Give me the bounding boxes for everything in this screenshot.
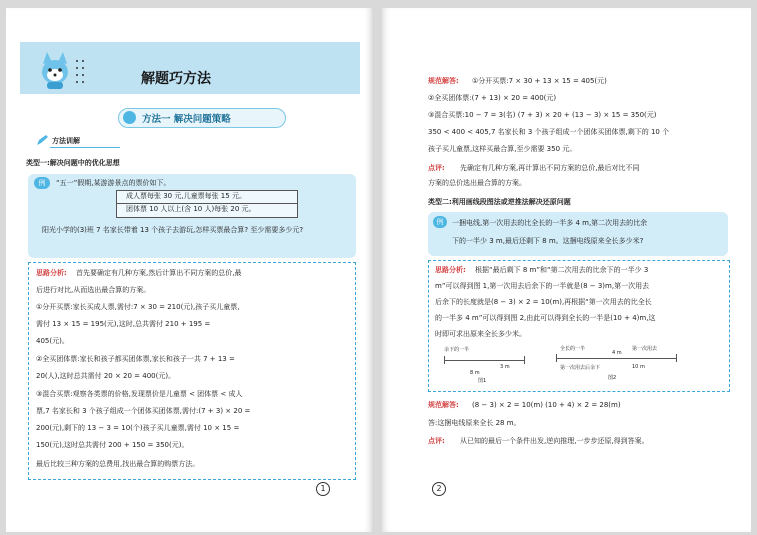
fig1-line: [444, 360, 524, 361]
analysis-line: 最后比较三种方案的总费用,找出最合算的购票方法。: [36, 460, 200, 468]
analysis2-line: 后余下的长度就是(8 − 3) × 2 = 10(m),再根据“第一次用去的比全长: [435, 298, 652, 306]
fig2-line: [556, 358, 676, 359]
example2-line: 下的一半少 3 m,最后还剩下 8 m。这捆电线原来全长多少米?: [452, 237, 644, 245]
analysis2-line: 的一半多 4 m”可以得到图 2,由此可以得到全长的一半是(10 + 4)m,这: [435, 314, 656, 322]
fox-mascot-icon: [38, 48, 72, 90]
figure-1: [440, 346, 530, 384]
fig2-top-right: 4 m: [612, 350, 622, 356]
answer2-label: 规范解答:: [428, 401, 459, 409]
fig2-tick: [556, 354, 557, 362]
tip-line: 先确定有几种方案,再计算出不同方案的总价,最后对比不同: [460, 164, 640, 172]
left-page: [6, 8, 374, 532]
decorative-dots: [76, 60, 90, 88]
tip2-label: 点评:: [428, 437, 445, 445]
answer-line: 350 < 400 < 405,7 名家长和 3 个孩子组成一个团体买团体票,剩下的 10 个: [428, 128, 670, 136]
page-title: 解题巧方法: [141, 71, 211, 87]
fig1-bottom: 8 m: [470, 370, 480, 376]
price-row-2: 团体票 10 人以上(含 10 人)每张 20 元。: [126, 205, 256, 213]
tip2-line: 从已知的最后一个条件出发,逆向推理,一步步还原,得到答案。: [460, 437, 649, 445]
analysis-line: ①分开买票:家长买成人票,需付:7 × 30 = 210(元),孩子买儿童票,: [36, 303, 240, 311]
example-badge: 例: [34, 177, 50, 189]
example-question: 阳光小学的(3)班 7 名家长带着 13 个孩子去游玩,怎样买票最合算? 至少需要多少元?: [42, 226, 304, 234]
analysis-line: 票,7 名家长和 3 个孩子组成一个团体买团体票,需付:(7 + 3) × 20 =: [36, 407, 251, 415]
type1-heading: 类型一:解决问题中的优化思想: [26, 159, 120, 167]
example2-badge: 例: [433, 216, 447, 228]
fig2-top-right2: 第一次用去: [632, 346, 658, 352]
fig1-mid: 3 m: [500, 364, 510, 370]
section-label: 方法训解: [52, 137, 80, 145]
analysis-label: 思路分析:: [36, 269, 67, 277]
analysis-line: ③混合买票:观察各类票的价格,发现票价是儿童票 < 团体票 < 成人: [36, 390, 243, 398]
analysis2-line: 时即可求出原来全长多少米。: [435, 330, 526, 338]
analysis-line: 200(元),剩下的 13 − 3 = 10(个)孩子买儿童票,需付 10 × 15 =: [36, 424, 240, 432]
fig1-caption: 图1: [478, 378, 487, 384]
analysis-line: 首先要确定有几种方案,然后计算出不同方案的总价,最: [76, 269, 242, 277]
analysis-line: 150(元),这时总共需付 200 + 150 = 350(元)。: [36, 441, 189, 449]
method-number-icon: [123, 111, 136, 124]
analysis-line: 405(元)。: [36, 337, 69, 345]
fig1-tick: [524, 356, 525, 364]
fig2-bottom-right: 10 m: [632, 364, 645, 370]
analysis2-line: m”可以得到图 1,第一次用去后余下的一半就是(8 − 3)m,第一次用去: [435, 282, 650, 290]
answer2-line: 答:这捆电线原来全长 28 m。: [428, 419, 521, 427]
figure-2: [552, 344, 682, 384]
right-page: [380, 8, 751, 532]
fig2-bottom: 第一次用去后余下: [560, 365, 601, 371]
fig1-top-label: 余下的一半: [444, 347, 470, 353]
analysis-line: 20(人),这时总共需付 20 × 20 = 400(元)。: [36, 372, 176, 380]
example2-line: 一捆电线,第一次用去的比全长的一半多 4 m,第二次用去的比余: [452, 219, 648, 227]
fig2-caption: 图2: [608, 375, 617, 381]
answer-label: 规范解答:: [428, 77, 459, 85]
analysis-line: 后进行对比,从而选出最合算的方案。: [36, 286, 151, 294]
answer-line: 孩子买儿童票,这样买最合算,至少需要 350 元。: [428, 145, 577, 153]
analysis2-label: 思路分析:: [435, 266, 466, 274]
answer-line: ②全买团体票:(7 + 13) × 20 = 400(元): [428, 94, 557, 102]
price-row-1: 成人票每张 30 元,儿童票每张 15 元。: [126, 192, 246, 200]
fig2-top-label: 全长的一半: [560, 346, 586, 352]
answer-line: ③混合买票:10 − 7 = 3(名) (7 + 3) × 20 + (13 − 3) × 15 = 350(元): [428, 111, 657, 119]
page-number: 2: [432, 482, 446, 496]
analysis-line: 需付 13 × 15 = 195(元),这时,总共需付 210 + 195 =: [36, 320, 211, 328]
answer-line: ①分开买票:7 × 30 + 13 × 15 = 405(元): [472, 77, 607, 85]
page-number: 1: [316, 482, 330, 496]
tip-label: 点评:: [428, 164, 445, 172]
method-label: 方法一 解决问题策略: [142, 114, 231, 125]
fig1-tick: [444, 356, 445, 364]
analysis-line: ②全买团体票:家长和孩子都买团体票,家长和孩子一共 7 + 13 =: [36, 355, 235, 363]
type2-heading: 类型二:利用画线段图法或逆推法解决还原问题: [428, 198, 571, 206]
section-underline: [50, 147, 120, 148]
pencil-icon: [36, 134, 50, 146]
example-intro: “五一”假期,某游游景点的票价如下。: [56, 179, 171, 187]
fig2-tick: [676, 354, 677, 362]
answer2-line: (8 − 3) × 2 = 10(m) (10 + 4) × 2 = 28(m): [472, 401, 621, 409]
analysis2-line: 根据“最后剩下 8 m”和“第二次用去的比余下的一半少 3: [475, 266, 649, 274]
tip-line: 方案的总价选出最合算的方案。: [428, 179, 526, 187]
